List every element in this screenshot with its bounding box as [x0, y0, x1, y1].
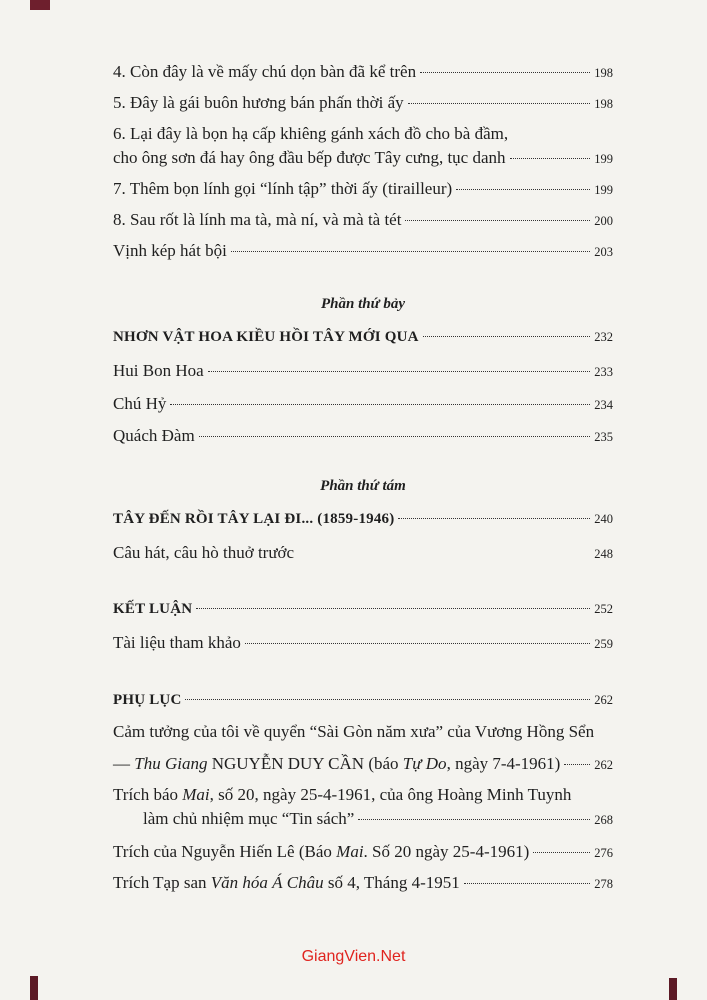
toc-entry-title: Câu hát, câu hò thuở trước: [113, 543, 295, 562]
part-title: Phần thứ tám: [320, 478, 406, 494]
dot-leader: [464, 883, 590, 884]
text-segment: , ngày 7-4-1961): [446, 754, 561, 773]
text-segment: Trích Tạp san: [113, 873, 211, 892]
page-edge-mark: [669, 978, 677, 1000]
toc-page-number: 240: [594, 512, 613, 526]
toc-entry-title: TÂY ĐẾN RỒI TÂY LẠI ĐI... (1859-1946): [113, 511, 395, 527]
toc-entry-title: Hui Bon Hoa: [113, 361, 204, 380]
toc-page-number: 199: [594, 152, 613, 166]
toc-page-number: 203: [594, 245, 613, 259]
text-segment-italic: Văn hóa Á Châu: [210, 873, 324, 892]
toc-section-heading[interactable]: [113, 509, 613, 529]
toc-entry[interactable]: [113, 93, 613, 114]
toc-entry[interactable]: [113, 148, 613, 169]
toc-entry-title: Chú Hỷ: [113, 394, 167, 413]
toc-entry-title: Quách Đàm: [113, 426, 195, 445]
toc-page-number: 199: [594, 183, 613, 197]
dot-leader: [423, 336, 591, 337]
toc-entry-title: làm chủ nhiệm mục “Tin sách”: [143, 809, 355, 828]
toc-page-number: 278: [594, 877, 613, 891]
watermark-text: GiangVien.Net: [301, 948, 406, 965]
dot-leader: [245, 643, 590, 644]
toc-entry[interactable]: [113, 361, 613, 382]
dot-leader: [358, 819, 590, 820]
toc-entry-title: [113, 842, 529, 862]
toc-entry-title: cho ông sơn đá hay ông đầu bếp được Tây cưng, tục danh: [113, 148, 506, 167]
toc-entry-title-line: Cảm tưởng của tôi về quyển “Sài Gòn năm xưa” của Vương Hồng Sển: [113, 722, 595, 741]
text-segment-italic: Mai: [182, 785, 210, 804]
page-edge-mark: [30, 976, 38, 1000]
toc-entry[interactable]: [113, 842, 613, 863]
dot-leader: [199, 436, 591, 437]
toc-entry[interactable]: [143, 809, 613, 830]
toc-page-number: 198: [594, 97, 613, 111]
toc-entry-title: 4. Còn đây là về mấy chú dọn bàn đã kể trên: [113, 62, 417, 81]
dot-leader: [564, 764, 590, 765]
toc-section-heading[interactable]: [113, 599, 613, 619]
toc-entry-title: [113, 754, 560, 774]
toc-page-number: 200: [594, 214, 613, 228]
toc-section-heading[interactable]: [113, 690, 613, 710]
text-segment-italic: Tự Do: [402, 754, 447, 773]
toc-entry[interactable]: [113, 543, 613, 564]
toc-page-number: 262: [594, 758, 613, 772]
text-segment: số 4, Tháng 4-1951: [323, 873, 460, 892]
toc-entry[interactable]: [113, 210, 613, 231]
toc-entry[interactable]: [113, 62, 613, 83]
dot-leader: [208, 371, 591, 372]
dot-leader: [408, 103, 591, 104]
dot-leader: [231, 251, 590, 252]
toc-entry[interactable]: [113, 394, 613, 415]
toc-entry[interactable]: [113, 633, 613, 654]
text-segment-italic: Thu Giang: [134, 754, 208, 773]
toc-entry[interactable]: [113, 873, 613, 894]
toc-entry[interactable]: [113, 754, 613, 775]
text-segment: —: [113, 754, 135, 773]
toc-entry[interactable]: [113, 241, 613, 262]
toc-page-number: 233: [594, 365, 613, 379]
dot-leader: [185, 699, 590, 700]
text-segment-italic: Mai: [336, 842, 364, 861]
toc-entry-title: 8. Sau rốt là lính ma tà, mà ní, và mà tà tét: [113, 210, 402, 229]
toc-section-heading[interactable]: [113, 327, 613, 347]
text-segment: , số 20, ngày 25-4-1961, của ông Hoàng Minh Tuynh: [209, 785, 572, 804]
toc-entry-title: Vịnh kép hát bội: [113, 241, 227, 260]
toc-page-number: 259: [594, 637, 613, 651]
text-segment: NGUYỄN DUY CẦN (báo: [207, 754, 403, 773]
toc-page-number: 234: [594, 398, 613, 412]
toc-entry-title-line: [113, 785, 571, 805]
part-title: Phần thứ bảy: [320, 296, 405, 312]
text-segment: . Số 20 ngày 25-4-1961): [363, 842, 530, 861]
toc-entry-title: [113, 873, 460, 893]
toc-page-number: 276: [594, 846, 613, 860]
toc-page-number: 235: [594, 430, 613, 444]
toc-page-number: 252: [594, 602, 613, 616]
toc-entry-title: 7. Thêm bọn lính gọi “lính tập” thời ấy (tirailleur): [113, 179, 453, 198]
toc-entry-title: Tài liệu tham khảo: [113, 633, 241, 652]
toc-page-number: 268: [594, 813, 613, 827]
toc-entry-title: PHỤ LỤC: [113, 692, 182, 708]
toc-page-number: 248: [594, 547, 613, 561]
toc-entry-title-line: 6. Lại đây là bọn hạ cấp khiêng gánh xách đồ cho bà đầm,: [113, 124, 509, 143]
dot-leader: [420, 72, 590, 73]
text-segment: Trích của Nguyễn Hiến Lê (Báo: [113, 842, 337, 861]
dot-leader: [196, 608, 590, 609]
dot-leader: [510, 158, 591, 159]
dot-leader: [398, 518, 590, 519]
dot-leader: [170, 404, 590, 405]
toc-entry[interactable]: [113, 426, 613, 447]
dot-leader: [533, 852, 590, 853]
dot-leader: [456, 189, 590, 190]
toc-entry-title: 5. Đây là gái buôn hương bán phấn thời ấy: [113, 93, 404, 112]
page-edge-mark: [30, 0, 50, 10]
dot-leader: [405, 220, 590, 221]
toc-entry-title: KẾT LUẬN: [113, 601, 193, 617]
toc-entry-title: NHƠN VẬT HOA KIỀU HỒI TÂY MỚI QUA: [113, 329, 419, 345]
toc-page-number: 262: [594, 693, 613, 707]
text-segment: Trích báo: [113, 785, 183, 804]
toc-page-number: 198: [594, 66, 613, 80]
toc-entry[interactable]: [113, 179, 613, 200]
toc-page-number: 232: [594, 330, 613, 344]
